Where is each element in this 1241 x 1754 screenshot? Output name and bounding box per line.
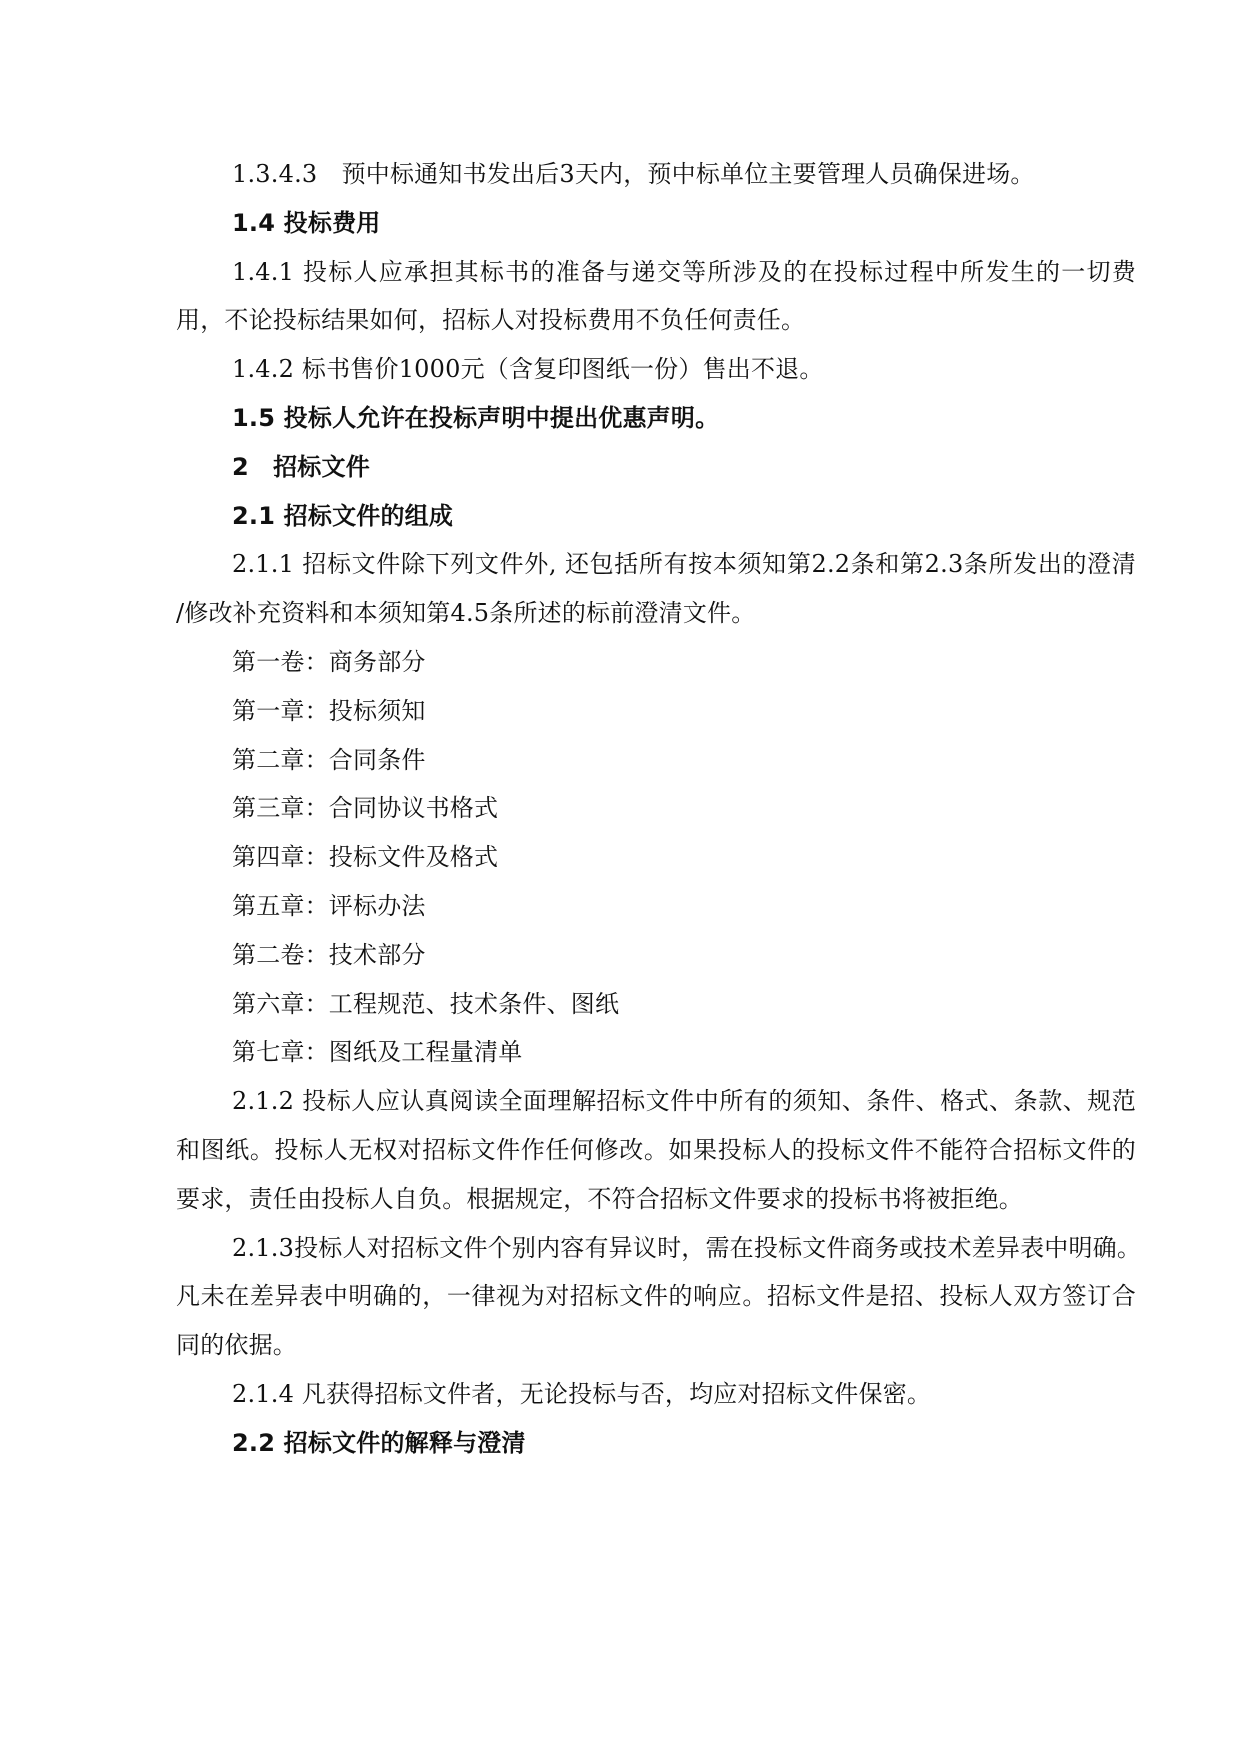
list-item-volume-2: 第二卷：技术部分 bbox=[232, 940, 426, 969]
clause-1-4-2: 1.4.2 标书售价1000元（含复印图纸一份）售出不退。 bbox=[232, 355, 824, 384]
clause-2-1-1-line-1: 2.1.1 招标文件除下列文件外, 还包括所有按本须知第2.2条和第2.3条所发出的澄清 bbox=[232, 550, 1136, 579]
clause-2-1-3-line-2: 凡未在差异表中明确的，一律视为对招标文件的响应。招标文件是招、投标人双方签订合 bbox=[176, 1282, 1136, 1311]
heading-2: 2 招标文件 bbox=[232, 452, 370, 481]
list-item-chapter-2: 第二章：合同条件 bbox=[232, 745, 426, 774]
heading-1-5: 1.5 投标人允许在投标声明中提出优惠声明。 bbox=[232, 403, 720, 432]
clause-1-3-4-3: 1.3.4.3 预中标通知书发出后3天内，预中标单位主要管理人员确保进场。 bbox=[232, 160, 1035, 188]
heading-2-2: 2.2 招标文件的解释与澄清 bbox=[232, 1428, 526, 1457]
list-item-chapter-6: 第六章：工程规范、技术条件、图纸 bbox=[232, 989, 620, 1018]
heading-1-4: 1.4 投标费用 bbox=[232, 208, 381, 237]
list-item-chapter-5: 第五章：评标办法 bbox=[232, 891, 426, 920]
document-body bbox=[176, 150, 1142, 1468]
list-item-chapter-7: 第七章：图纸及工程量清单 bbox=[232, 1038, 523, 1067]
clause-2-1-2-line-3: 要求，责任由投标人自负。根据规定，不符合招标文件要求的投标书将被拒绝。 bbox=[176, 1184, 1023, 1213]
clause-2-1-3-line-3: 同的依据。 bbox=[176, 1331, 297, 1360]
list-item-chapter-3: 第三章：合同协议书格式 bbox=[232, 794, 499, 823]
clause-2-1-2-line-2: 和图纸。投标人无权对招标文件作任何修改。如果投标人的投标文件不能符合招标文件的 bbox=[176, 1135, 1136, 1164]
heading-2-1: 2.1 招标文件的组成 bbox=[232, 501, 454, 530]
list-item-volume-1: 第一卷：商务部分 bbox=[232, 647, 426, 676]
clause-1-4-1-line-1: 1.4.1 投标人应承担其标书的准备与递交等所涉及的在投标过程中所发生的一切费 bbox=[232, 257, 1136, 286]
list-item-chapter-1: 第一章：投标须知 bbox=[232, 696, 426, 725]
clause-2-1-1-line-2: /修改补充资料和本须知第4.5条所述的标前澄清文件。 bbox=[176, 599, 756, 628]
clause-2-1-4: 2.1.4 凡获得招标文件者，无论投标与否，均应对招标文件保密。 bbox=[232, 1379, 932, 1408]
clause-2-1-3-line-1: 2.1.3投标人对招标文件个别内容有异议时，需在投标文件商务或技术差异表中明确。 bbox=[232, 1233, 1142, 1262]
clause-1-4-1-line-2: 用，不论投标结果如何，招标人对投标费用不负任何责任。 bbox=[176, 306, 806, 335]
clause-2-1-2-line-1: 2.1.2 投标人应认真阅读全面理解招标文件中所有的须知、条件、格式、条款、规范 bbox=[232, 1087, 1136, 1116]
list-item-chapter-4: 第四章：投标文件及格式 bbox=[232, 843, 499, 872]
